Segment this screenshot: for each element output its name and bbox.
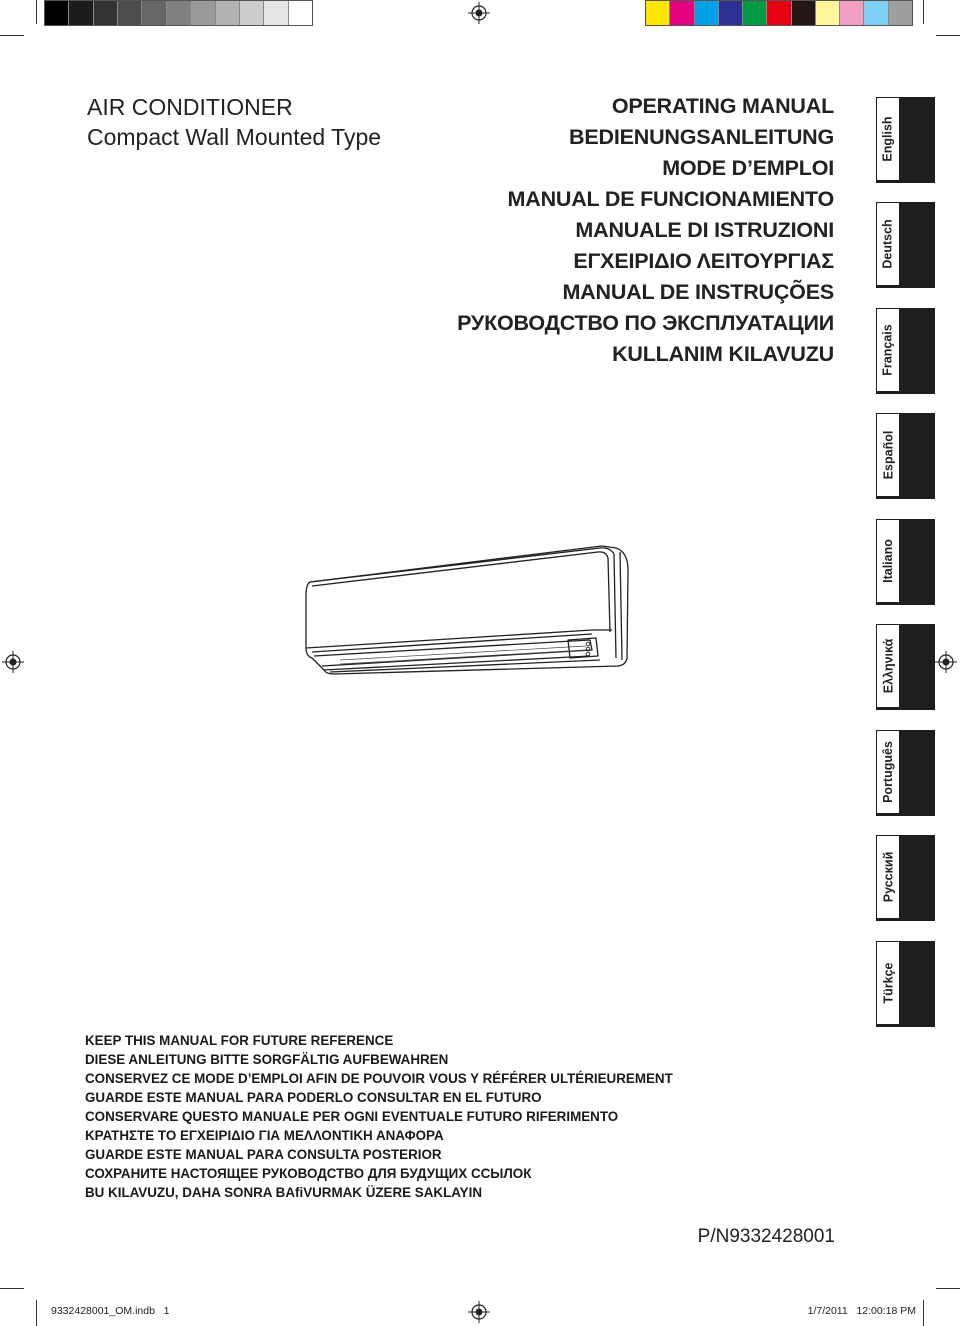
product-name: AIR CONDITIONER — [87, 94, 293, 120]
calibration-swatch — [670, 1, 694, 25]
calibration-swatch — [45, 1, 69, 25]
language-tab-portugues[interactable]: Português — [876, 730, 935, 816]
keep-manual-notes — [85, 1031, 673, 1202]
language-tab-turkce[interactable]: Türkçe — [876, 941, 935, 1027]
calibration-swatch — [191, 1, 215, 25]
keep-note: GUARDE ESTE MANUAL PARA CONSULTA POSTERIOR — [85, 1147, 442, 1162]
registration-mark-icon — [2, 651, 24, 673]
crop-mark — [936, 35, 960, 36]
product-title — [87, 92, 381, 152]
calibration-swatch — [118, 1, 142, 25]
keep-note: CONSERVEZ CE MODE D’EMPLOI AFIN DE POUVOIR VOUS Y RÉFÉRER ULTÉRIEUREMENT — [85, 1071, 673, 1086]
calibration-swatch — [69, 1, 93, 25]
manual-title: OPERATING MANUAL — [611, 94, 834, 118]
calibration-swatch — [264, 1, 288, 25]
manual-titles — [457, 91, 834, 370]
keep-note: ΚΡΑΤΗΣΤΕ ΤΟ ΕΓΧΕΙΡΙΔΙΟ ΓΙΑ ΜΕΛΛΟΝΤΙΚΗ ΑΝΑΦΟΡΑ — [85, 1128, 444, 1143]
keep-note: KEEP THIS MANUAL FOR FUTURE REFERENCE — [85, 1033, 394, 1048]
language-tab-greek[interactable]: Ελληνικά — [876, 624, 935, 710]
keep-note: GUARDE ESTE MANUAL PARA PODERLO CONSULTAR EN EL FUTURO — [85, 1090, 542, 1105]
calibration-swatch — [646, 1, 670, 25]
registration-mark-icon — [468, 1301, 490, 1323]
part-number: P/N9332428001 — [697, 1226, 835, 1247]
manual-title: MODE D’EMPLOI — [662, 156, 834, 180]
manual-title: MANUAL DE INSTRUÇÕES — [562, 280, 834, 304]
manual-title: MANUAL DE FUNCIONAMIENTO — [507, 187, 834, 211]
calibration-swatch — [216, 1, 240, 25]
footer-timestamp: 1/7/2011 12:00:18 PM — [807, 1305, 916, 1317]
manual-title: BEDIENUNGSANLEITUNG — [569, 125, 834, 149]
calibration-swatch — [240, 1, 264, 25]
manual-title: MANUALE DI ISTRUZIONI — [575, 218, 834, 242]
calibration-swatch — [167, 1, 191, 25]
language-tab-english[interactable]: English — [876, 97, 935, 183]
crop-mark — [923, 0, 924, 24]
keep-note: CONSERVARE QUESTO MANUALE PER OGNI EVENTUALE FUTURO RIFERIMENTO — [85, 1109, 619, 1124]
language-tab-deutsch[interactable]: Deutsch — [876, 202, 935, 288]
registration-mark-icon — [935, 651, 957, 673]
calibration-swatch — [840, 1, 864, 25]
language-tab-russian[interactable]: Русский — [876, 835, 935, 921]
calibration-swatch — [864, 1, 888, 25]
language-tab-italiano[interactable]: Italiano — [876, 519, 935, 605]
calibration-swatch — [816, 1, 840, 25]
crop-mark — [0, 1288, 24, 1289]
manual-title: KULLANIM KILAVUZU — [612, 342, 834, 366]
manual-title: РУКОВОДСТВО ПО ЭКСПЛУАТАЦИИ — [457, 311, 834, 335]
registration-mark-icon — [468, 2, 490, 24]
crop-mark — [923, 1300, 924, 1326]
calibration-swatch — [695, 1, 719, 25]
crop-mark — [936, 1288, 960, 1289]
crop-mark — [36, 0, 37, 24]
crop-mark — [36, 1300, 37, 1326]
calibration-swatch — [94, 1, 118, 25]
language-tab-francais[interactable]: Français — [876, 308, 935, 394]
calibration-swatch — [889, 1, 912, 25]
manual-title: ΕΓΧΕΙΡΙΔΙΟ ΛΕΙΤΟΥΡΓΙΑΣ — [573, 249, 834, 273]
product-type: Compact Wall Mounted Type — [87, 124, 382, 150]
calibration-swatch — [767, 1, 791, 25]
keep-note: BU KILAVUZU, DAHA SONRA BAfiVURMAK ÜZERE SAKLAYIN — [85, 1185, 483, 1200]
language-tab-espanol[interactable]: Español — [876, 413, 935, 499]
calibration-swatch — [792, 1, 816, 25]
color-calibration-bar — [645, 0, 913, 26]
crop-mark — [0, 35, 24, 36]
keep-note: DIESE ANLEITUNG BITTE SORGFÄLTIG AUFBEWAHREN — [85, 1052, 449, 1067]
footer-file-name: 9332428001_OM.indb 1 — [51, 1305, 170, 1317]
calibration-swatch — [142, 1, 166, 25]
calibration-swatch — [719, 1, 743, 25]
grayscale-calibration-bar — [44, 0, 313, 26]
calibration-swatch — [743, 1, 767, 25]
keep-note: СОХРАНИТЕ НАСТОЯЩЕЕ РУКОВОДСТВО ДЛЯ БУДУЩИХ ССЫЛОК — [85, 1166, 532, 1181]
calibration-swatch — [289, 1, 312, 25]
air-conditioner-illustration — [300, 540, 635, 690]
